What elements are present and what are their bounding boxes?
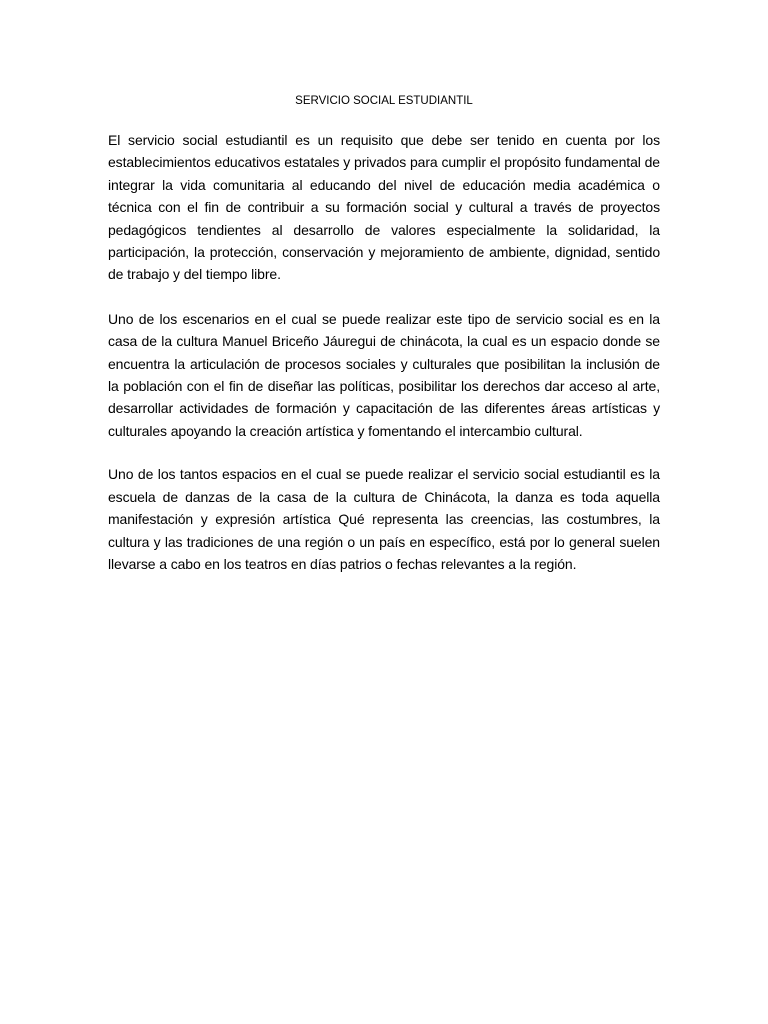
paragraph-3: Uno de los tantos espacios en el cual se puede realizar el servicio social estudiantil es la escuela de danzas de la casa de la cultura de Chinácota, la danza es toda aquella manifestación y expresión artística Qué representa las creencias, las costumbres, la cultura y las tradiciones de una región o un país en específico, está por lo general suelen llevarse a cabo en los teatros en días patrios o fechas relevantes a la región.	[108, 466, 660, 572]
document-title: SERVICIO SOCIAL ESTUDIANTIL	[295, 95, 473, 107]
paragraph-2: Uno de los escenarios en el cual se puede realizar este tipo de servicio social es en la casa de la cultura Manuel Briceño Jáuregui de chinácota, la cual es un espacio donde se encuentra la articulación de procesos sociales y culturales que posibilitan la inclusión de la población con el fin de diseñar las políticas, posibilitar los derechos dar acceso al arte, desarrollar actividades de formación y capacitación de las diferentes áreas artísticas y culturales apoyando la creación artística y fomentando el intercambio cultural.	[108, 310, 660, 439]
paragraph-1: El servicio social estudiantil es un requisito que debe ser tenido en cuenta por los establecimientos educativos estatales y privados para cumplir el propósito fundamental de integrar la vida comunitaria al educando del nivel de educación media académica o técnica con el fin de contribuir a su formación social y cultural a través de proyectos pedagógicos tendientes al desarrollo de valores especialmente la solidaridad, la participación, la protección, conservación y mejoramiento de ambiente, dignidad, sentido de trabajo y del tiempo libre.	[108, 132, 660, 283]
